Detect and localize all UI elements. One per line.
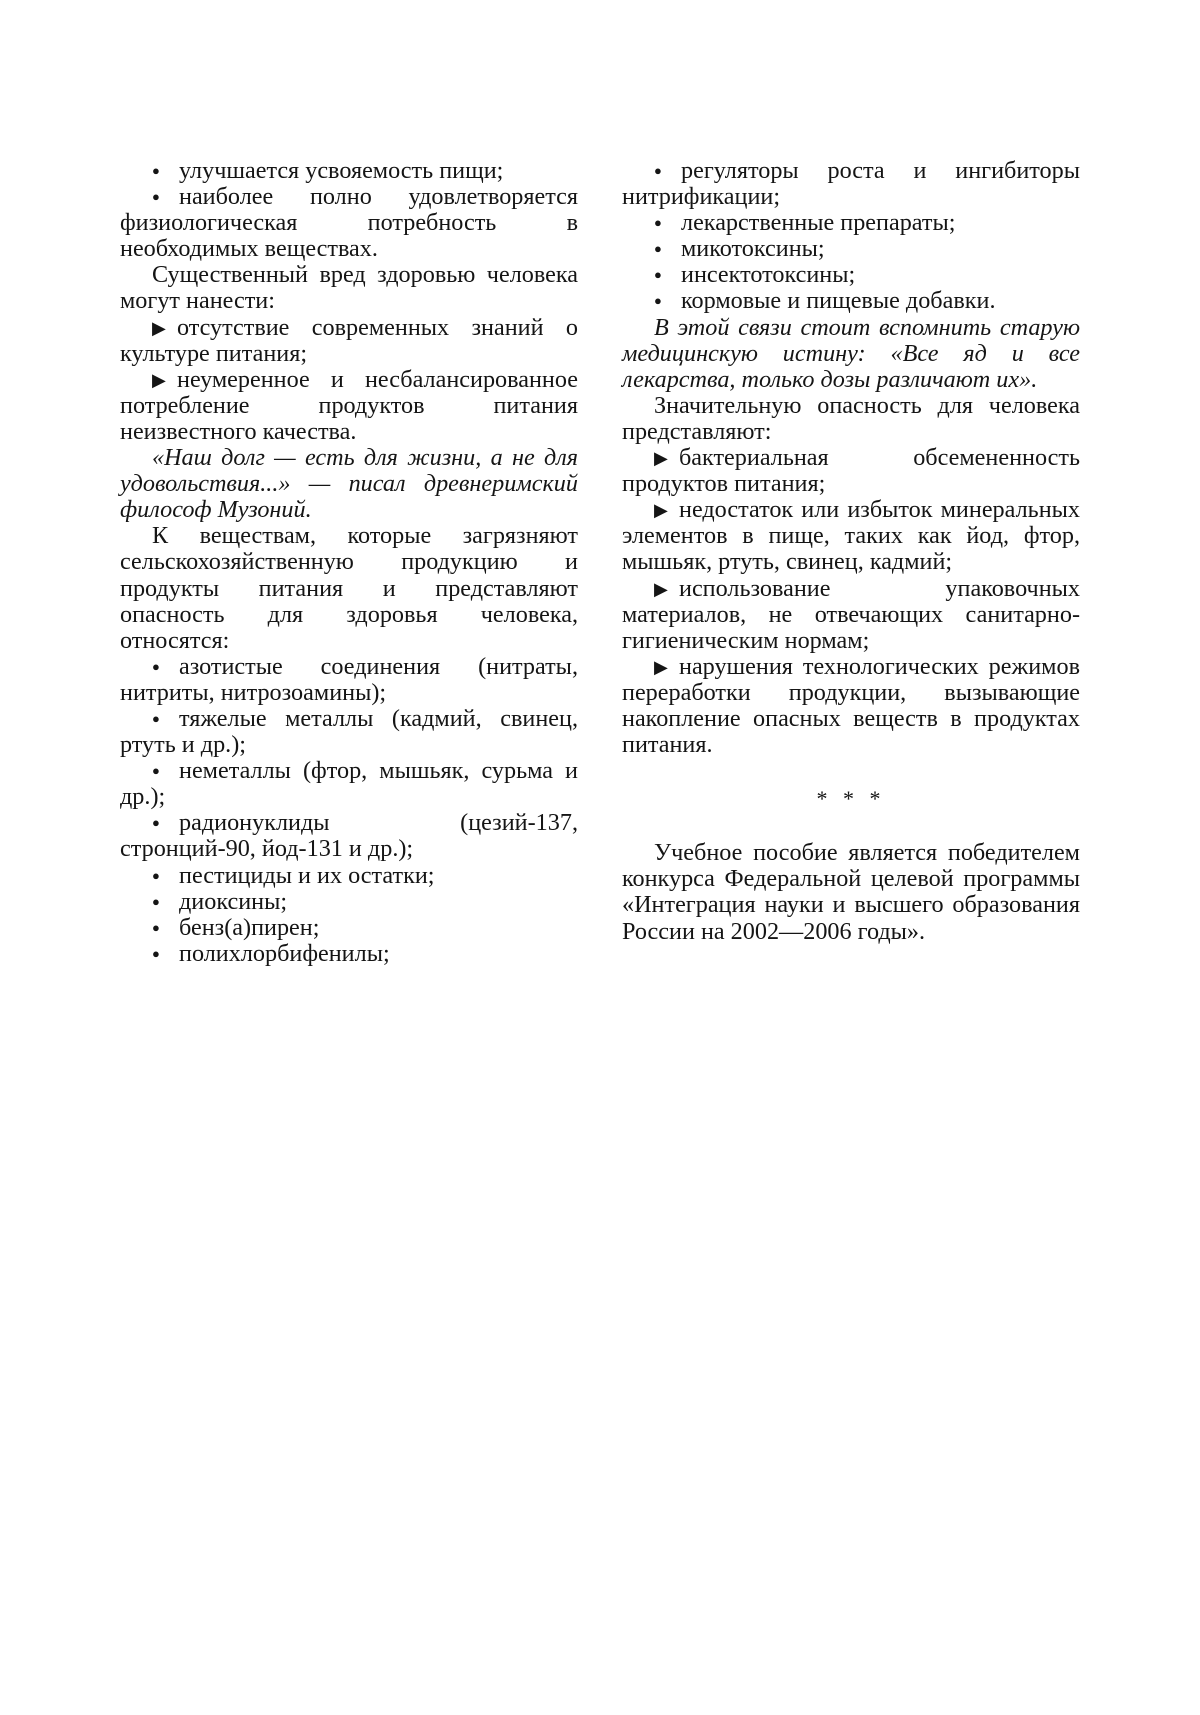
list-item <box>622 654 1080 758</box>
paragraph: Существенный вред здоровью человека могут нанести: <box>120 262 578 314</box>
list-item <box>622 288 1080 314</box>
arrow-marker: ▶ <box>654 497 679 523</box>
list-item <box>120 706 578 758</box>
bullet-marker: ● <box>152 889 179 915</box>
list-item <box>622 210 1080 236</box>
quote-paragraph: «Наш долг — есть для жизни, а не для удовольствия...» — писал древнеримский философ Музоний. <box>120 445 578 523</box>
list-item <box>622 236 1080 262</box>
quote-paragraph: В этой связи стоит вспомнить старую медицинскую истину: «Все яд и все лекарства, только дозы различают их». <box>622 315 1080 393</box>
bullet-marker: ● <box>654 236 681 262</box>
list-item-text: азотистые соединения (нитраты, нитриты, нитрозоамины); <box>120 653 578 706</box>
arrow-marker: ▶ <box>152 367 177 393</box>
list-item-text: бактериальная обсемененность продуктов питания; <box>622 444 1080 497</box>
list-item-text: бенз(а)пирен; <box>179 914 319 941</box>
bullet-marker: ● <box>152 158 179 184</box>
list-item-text: нарушения технологических режимов переработки продукции, вызывающие накопление опасных веществ в продуктах питания. <box>622 653 1080 758</box>
list-item <box>120 889 578 915</box>
list-item-text: неметаллы (фтор, мышьяк, сурьма и др.); <box>120 757 578 810</box>
list-item-text: инсектотоксины; <box>681 261 855 288</box>
list-item-text: отсутствие современных знаний о культуре питания; <box>120 314 578 367</box>
bullet-marker: ● <box>152 863 179 889</box>
bullet-marker: ● <box>654 210 681 236</box>
arrow-marker: ▶ <box>654 445 679 471</box>
list-item <box>120 184 578 262</box>
bullet-marker: ● <box>152 758 179 784</box>
bullet-marker: ● <box>654 158 681 184</box>
left-column <box>120 158 578 967</box>
list-item-text: лекарственные препараты; <box>681 209 955 236</box>
paragraph: К веществам, которые загрязняют сельскохозяйственную продукцию и продукты питания и представляют опасность для здоровья человека, относятся: <box>120 523 578 653</box>
list-item-text: кормовые и пищевые добавки. <box>681 287 996 314</box>
list-item-text: наиболее полно удовлетворяется физиологическая потребность в необходимых веществах. <box>120 183 578 262</box>
list-item <box>120 367 578 445</box>
bullet-marker: ● <box>152 941 179 967</box>
bullet-marker: ● <box>152 706 179 732</box>
list-item <box>120 654 578 706</box>
bullet-marker: ● <box>654 288 681 314</box>
list-item <box>622 497 1080 575</box>
list-item <box>120 810 578 862</box>
list-item-text: диоксины; <box>179 888 287 915</box>
list-item-text: недостаток или избыток минеральных элементов в пище, таких как йод, фтор, мышьяк, ртуть, свинец, кадмий; <box>622 496 1080 575</box>
list-item-text: регуляторы роста и ингибиторы нитрификации; <box>622 157 1080 210</box>
list-item-text: микотоксины; <box>681 235 825 262</box>
arrow-marker: ▶ <box>654 576 679 602</box>
list-item-text: радионуклиды (цезий-137, стронций-90, йод-131 и др.); <box>120 809 578 862</box>
bullet-marker: ● <box>152 184 179 210</box>
list-item <box>120 863 578 889</box>
list-item <box>120 315 578 367</box>
list-item-text: полихлорбифенилы; <box>179 940 390 967</box>
list-item-text: пестициды и их остатки; <box>179 862 435 889</box>
list-item-text: неумеренное и несбалансированное потребление продуктов питания неизвестного качества. <box>120 366 578 445</box>
bullet-marker: ● <box>152 654 179 680</box>
list-item <box>120 941 578 967</box>
list-item <box>120 758 578 810</box>
right-column <box>622 158 1080 945</box>
list-item <box>622 576 1080 654</box>
list-item-text: использование упаковочных материалов, не отвечающих санитарно-гигиеническим нормам; <box>622 575 1080 654</box>
paragraph: Значительную опасность для человека представляют: <box>622 393 1080 445</box>
list-item <box>120 158 578 184</box>
list-item <box>622 445 1080 497</box>
bullet-marker: ● <box>654 262 681 288</box>
arrow-marker: ▶ <box>654 654 679 680</box>
list-item <box>622 158 1080 210</box>
bullet-marker: ● <box>152 810 179 836</box>
section-separator: * * * <box>622 786 1080 812</box>
bullet-marker: ● <box>152 915 179 941</box>
arrow-marker: ▶ <box>152 315 177 341</box>
list-item <box>120 915 578 941</box>
list-item <box>622 262 1080 288</box>
list-item-text: улучшается усвояемость пищи; <box>179 157 503 184</box>
paragraph: Учебное пособие является победителем конкурса Федеральной целевой программы «Интеграция науки и высшего образования России на 2002—2006 годы». <box>622 840 1080 944</box>
list-item-text: тяжелые металлы (кадмий, свинец, ртуть и др.); <box>120 705 578 758</box>
